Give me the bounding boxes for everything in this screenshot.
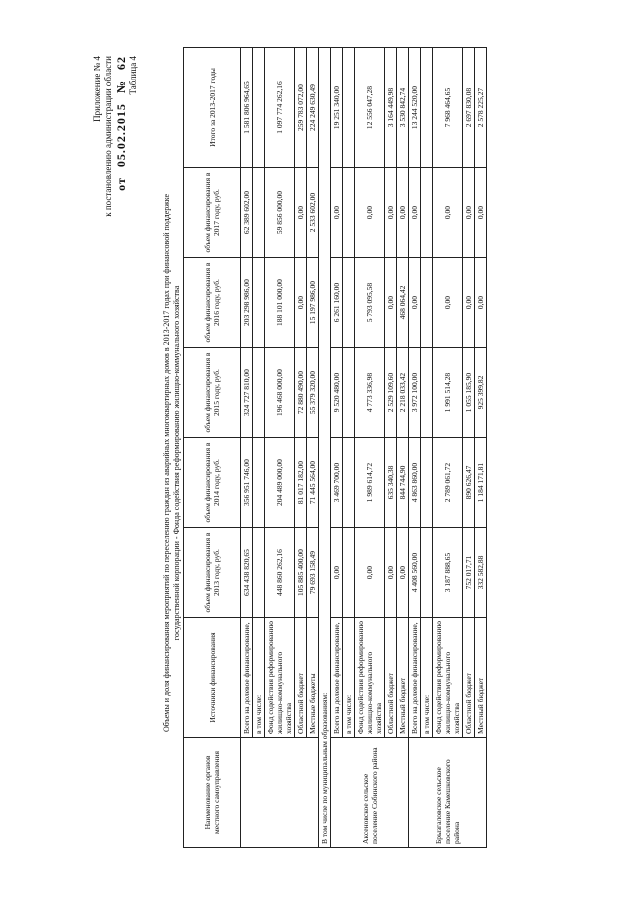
- value-cell: 0,00: [295, 168, 307, 258]
- value-cell: 188 101 000,00: [265, 258, 295, 348]
- section-label: В том числе по муниципальным образованиям:: [319, 48, 331, 848]
- table-body: [184, 48, 487, 848]
- table-row: [409, 48, 421, 848]
- value-cell: 62 389 602,00: [241, 168, 253, 258]
- value-cell: 204 489 000,00: [265, 438, 295, 528]
- table-row: [241, 48, 253, 848]
- org-cell: [241, 738, 319, 848]
- value-cell: 203 298 986,00: [241, 258, 253, 348]
- value-cell: 3 187 888,65: [433, 528, 463, 618]
- value-cell: 2 533 602,00: [307, 168, 319, 258]
- value-cell: 635 340,38: [385, 438, 397, 528]
- value-cell: 4 773 336,98: [355, 348, 385, 438]
- value-cell: 2 218 033,42: [397, 348, 409, 438]
- value-cell: 0,00: [385, 528, 397, 618]
- value-cell: 0,00: [331, 168, 343, 258]
- value-cell: 0,00: [355, 528, 385, 618]
- table-row: [331, 48, 343, 848]
- value-cell: [343, 168, 355, 258]
- column-header: объем финансирования в 2016 году, руб.: [184, 258, 241, 348]
- value-cell: 2 578 225,27: [475, 48, 487, 168]
- source-cell: Областной бюджет: [463, 618, 475, 738]
- source-cell: Фонд содействия реформированию жилищно-коммунального хозяйства: [433, 618, 463, 738]
- source-cell: Всего на долевое финансирование,: [409, 618, 421, 738]
- source-cell: в том числе:: [253, 618, 265, 738]
- table-row: [475, 48, 487, 848]
- value-cell: 259 783 072,00: [295, 48, 307, 168]
- value-cell: 752 017,71: [463, 528, 475, 618]
- value-cell: 13 244 520,00: [409, 48, 421, 168]
- value-cell: 1 184 171,81: [475, 438, 487, 528]
- column-header: объем финансирования в 2015 году, руб.: [184, 348, 241, 438]
- value-cell: 6 261 160,00: [331, 258, 343, 348]
- source-cell: Фонд содействия реформированию жилищно-коммунального хозяйства: [265, 618, 295, 738]
- table-row: [295, 48, 307, 848]
- value-cell: 0,00: [409, 258, 421, 348]
- value-cell: [343, 258, 355, 348]
- resolution-date: от 05.02.2015 № 62: [114, 56, 128, 191]
- column-header: Итого за 2013-2017 годы: [184, 48, 241, 168]
- value-cell: 1 581 806 964,65: [241, 48, 253, 168]
- table-row: [433, 48, 463, 848]
- value-cell: 468 064,42: [397, 258, 409, 348]
- value-cell: [421, 48, 433, 168]
- value-cell: 2 697 830,08: [463, 48, 475, 168]
- value-cell: 0,00: [475, 258, 487, 348]
- header-row: [184, 48, 241, 848]
- value-cell: 15 197 986,00: [307, 258, 319, 348]
- table-row: [421, 48, 433, 848]
- source-cell: в том числе:: [421, 618, 433, 738]
- resolution-label: к постановлению администрации области: [103, 56, 113, 217]
- value-cell: 0,00: [397, 168, 409, 258]
- value-cell: 9 520 480,00: [331, 348, 343, 438]
- value-cell: [421, 258, 433, 348]
- value-cell: 105 885 400,00: [295, 528, 307, 618]
- org-name: Брызгаловское сельское поселение Камешковского района: [409, 738, 487, 848]
- column-header: Наименование органов местного самоуправления: [184, 738, 241, 848]
- value-cell: [253, 168, 265, 258]
- value-cell: 4 863 860,00: [409, 438, 421, 528]
- table-row: [343, 48, 355, 848]
- value-cell: [253, 48, 265, 168]
- value-cell: 0,00: [385, 258, 397, 348]
- value-cell: [343, 528, 355, 618]
- column-header: объем финансирования в 2014 году, руб.: [184, 438, 241, 528]
- value-cell: 1 097 774 262,16: [265, 48, 295, 168]
- value-cell: 72 880 490,00: [295, 348, 307, 438]
- value-cell: 224 249 630,49: [307, 48, 319, 168]
- value-cell: [253, 258, 265, 348]
- value-cell: 0,00: [433, 168, 463, 258]
- value-cell: 2 529 109,60: [385, 348, 397, 438]
- value-cell: 0,00: [385, 168, 397, 258]
- value-cell: [421, 438, 433, 528]
- table-row: [463, 48, 475, 848]
- column-header: объем финансирования в 2013 году, руб.: [184, 528, 241, 618]
- value-cell: 0,00: [475, 168, 487, 258]
- value-cell: 890 626,47: [463, 438, 475, 528]
- value-cell: 55 379 320,00: [307, 348, 319, 438]
- source-cell: Местный бюджет: [475, 618, 487, 738]
- column-header: объем финансирования в 2017 году, руб.: [184, 168, 241, 258]
- value-cell: [253, 348, 265, 438]
- value-cell: 925 399,82: [475, 348, 487, 438]
- value-cell: 0,00: [463, 258, 475, 348]
- value-cell: 0,00: [397, 528, 409, 618]
- source-cell: Областной бюджет: [295, 618, 307, 738]
- value-cell: 0,00: [355, 168, 385, 258]
- table-row: [253, 48, 265, 848]
- value-cell: 0,00: [295, 258, 307, 348]
- value-cell: [421, 348, 433, 438]
- source-cell: Всего на долевое финансирование,: [241, 618, 253, 738]
- value-cell: 1 055 185,90: [463, 348, 475, 438]
- value-cell: 356 951 746,00: [241, 438, 253, 528]
- source-cell: Местный бюджет: [397, 618, 409, 738]
- value-cell: 0,00: [433, 258, 463, 348]
- value-cell: 59 856 000,00: [265, 168, 295, 258]
- title-line-2: государственной корпорации - Фонда содействия реформированию жилищно-коммунального хозяйства: [172, 285, 181, 641]
- value-cell: 19 251 340,00: [331, 48, 343, 168]
- source-cell: Местные бюджеты: [307, 618, 319, 738]
- value-cell: 5 793 095,58: [355, 258, 385, 348]
- value-cell: [253, 528, 265, 618]
- value-cell: 324 727 810,00: [241, 348, 253, 438]
- value-cell: [253, 438, 265, 528]
- table-row: [355, 48, 385, 848]
- source-cell: Всего на долевое финансирование,: [331, 618, 343, 738]
- value-cell: [343, 438, 355, 528]
- document-title: [162, 48, 182, 878]
- appendix-label: Приложение № 4: [92, 56, 102, 122]
- value-cell: [343, 48, 355, 168]
- value-cell: 4 408 560,00: [409, 528, 421, 618]
- value-cell: 332 582,88: [475, 528, 487, 618]
- org-name: Аксеновское сельское поселение Собинского района: [331, 738, 409, 848]
- value-cell: 3 469 700,00: [331, 438, 343, 528]
- value-cell: 0,00: [331, 528, 343, 618]
- source-cell: Фонд содействия реформированию жилищно-коммунального хозяйства: [355, 618, 385, 738]
- table-row: [265, 48, 295, 848]
- value-cell: 12 556 047,28: [355, 48, 385, 168]
- value-cell: 71 445 564,00: [307, 438, 319, 528]
- value-cell: 0,00: [409, 168, 421, 258]
- value-cell: [421, 168, 433, 258]
- value-cell: [343, 348, 355, 438]
- rotated-document: [90, 48, 610, 878]
- financing-table: [183, 47, 487, 848]
- value-cell: 3 530 842,74: [397, 48, 409, 168]
- value-cell: [421, 528, 433, 618]
- value-cell: 7 968 464,65: [433, 48, 463, 168]
- title-line-1: Объемы и доля финансирования мероприятий по переселению граждан из аварийных многоквартирных домов в 2013-2017 годах при финансовой поддержке: [162, 193, 171, 733]
- table-row: [397, 48, 409, 848]
- value-cell: 3 164 449,98: [385, 48, 397, 168]
- table-number: Таблица 4: [128, 56, 138, 95]
- value-cell: 81 017 182,00: [295, 438, 307, 528]
- section-row: [319, 48, 331, 848]
- table-row: [385, 48, 397, 848]
- source-cell: в том числе:: [343, 618, 355, 738]
- value-cell: 3 972 100,00: [409, 348, 421, 438]
- value-cell: 448 860 262,16: [265, 528, 295, 618]
- value-cell: 79 693 158,49: [307, 528, 319, 618]
- value-cell: 844 744,90: [397, 438, 409, 528]
- value-cell: 1 989 614,72: [355, 438, 385, 528]
- value-cell: 196 468 000,00: [265, 348, 295, 438]
- table-row: [307, 48, 319, 848]
- value-cell: 0,00: [463, 168, 475, 258]
- column-header: Источники финансирования: [184, 618, 241, 738]
- value-cell: 634 438 820,65: [241, 528, 253, 618]
- value-cell: 2 789 061,72: [433, 438, 463, 528]
- document-header: [92, 56, 139, 217]
- source-cell: Областной бюджет: [385, 618, 397, 738]
- value-cell: 1 991 514,28: [433, 348, 463, 438]
